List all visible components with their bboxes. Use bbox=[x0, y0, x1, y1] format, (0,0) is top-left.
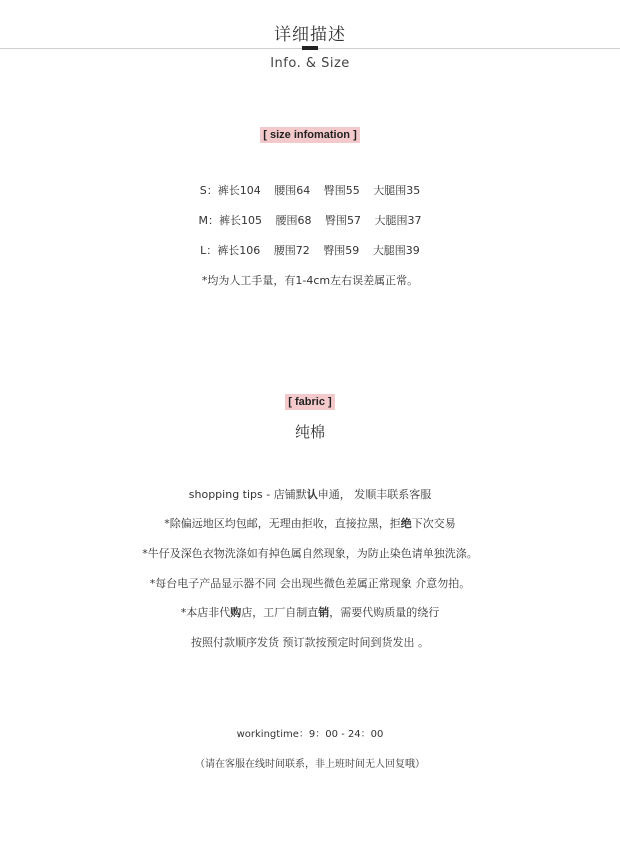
size-tag-row bbox=[0, 123, 620, 143]
tip-emphasis: 认 bbox=[306, 488, 318, 501]
tip-emphasis: 销 bbox=[318, 606, 330, 619]
waist-value: 腰围68 bbox=[275, 214, 312, 227]
header-accent-bar bbox=[302, 46, 318, 50]
length-value: 裤长105 bbox=[219, 214, 262, 227]
size-label: M： bbox=[198, 214, 219, 227]
size-info-tag: [ size infomation ] bbox=[260, 127, 360, 143]
thigh-value: 大腿围39 bbox=[372, 244, 420, 257]
tip-text: 下次交易 bbox=[411, 517, 456, 530]
tip-text: 发顺丰联系客服 bbox=[354, 488, 432, 501]
thigh-value: 大腿围35 bbox=[373, 184, 421, 197]
tips-line-washing: *牛仔及深色衣物洗涤如有掉色属自然现象，为防止染色请单独洗涤。 bbox=[142, 547, 478, 560]
hip-value: 臀围59 bbox=[323, 244, 360, 257]
size-row-l bbox=[0, 242, 620, 258]
waist-value: 腰围64 bbox=[274, 184, 311, 197]
section-subtitle: Info. & Size bbox=[270, 56, 350, 71]
fabric-material: 纯棉 bbox=[294, 423, 325, 441]
tip-text: shopping tips - 店铺默 bbox=[188, 488, 307, 501]
tips-line-color-difference: *每台电子产品显示器不同 会出现些微色差属正常现象 介意勿拍。 bbox=[149, 577, 471, 590]
tips-line-free-shipping bbox=[0, 515, 620, 531]
tips-line-factory bbox=[0, 604, 620, 620]
tip-text: 店，工厂自制直 bbox=[241, 606, 319, 619]
size-row-s bbox=[0, 182, 620, 198]
tip-emphasis: 购 bbox=[230, 606, 242, 619]
measurement-note: *均为人工手量，有1-4cm左右误差属正常。 bbox=[201, 274, 419, 287]
thigh-value: 大腿围37 bbox=[374, 214, 422, 227]
length-value: 裤长106 bbox=[217, 244, 261, 257]
size-row-m bbox=[0, 212, 620, 228]
tip-text: *本店非代 bbox=[180, 606, 231, 619]
fabric-tag-row bbox=[0, 390, 620, 410]
tips-line-shipping bbox=[0, 486, 620, 502]
hip-value: 臀围57 bbox=[325, 214, 361, 227]
length-value: 裤长104 bbox=[217, 184, 261, 197]
section-title: 详细描述 bbox=[274, 25, 346, 45]
size-label: S： bbox=[199, 184, 218, 197]
waist-value: 腰围72 bbox=[273, 244, 310, 257]
tips-line-delivery: 按照付款顺序发货 预订款按预定时间到货发出 。 bbox=[191, 636, 429, 649]
working-hours-note: （请在客服在线时间联系，非上班时间无人回复哦） bbox=[195, 759, 425, 770]
working-hours: workingtime：9：00 - 24：00 bbox=[236, 729, 384, 740]
tip-text: *除偏远地区均包邮，无理由拒收，直接拉黑，拒 bbox=[164, 517, 401, 530]
tip-text: 申通， bbox=[317, 488, 351, 501]
hip-value: 臀围55 bbox=[323, 184, 360, 197]
tip-emphasis: 绝 bbox=[400, 517, 412, 530]
size-label: L： bbox=[200, 244, 218, 257]
tip-text: ，需要代购质量的绕行 bbox=[329, 606, 440, 619]
fabric-tag: [ fabric ] bbox=[285, 394, 334, 410]
